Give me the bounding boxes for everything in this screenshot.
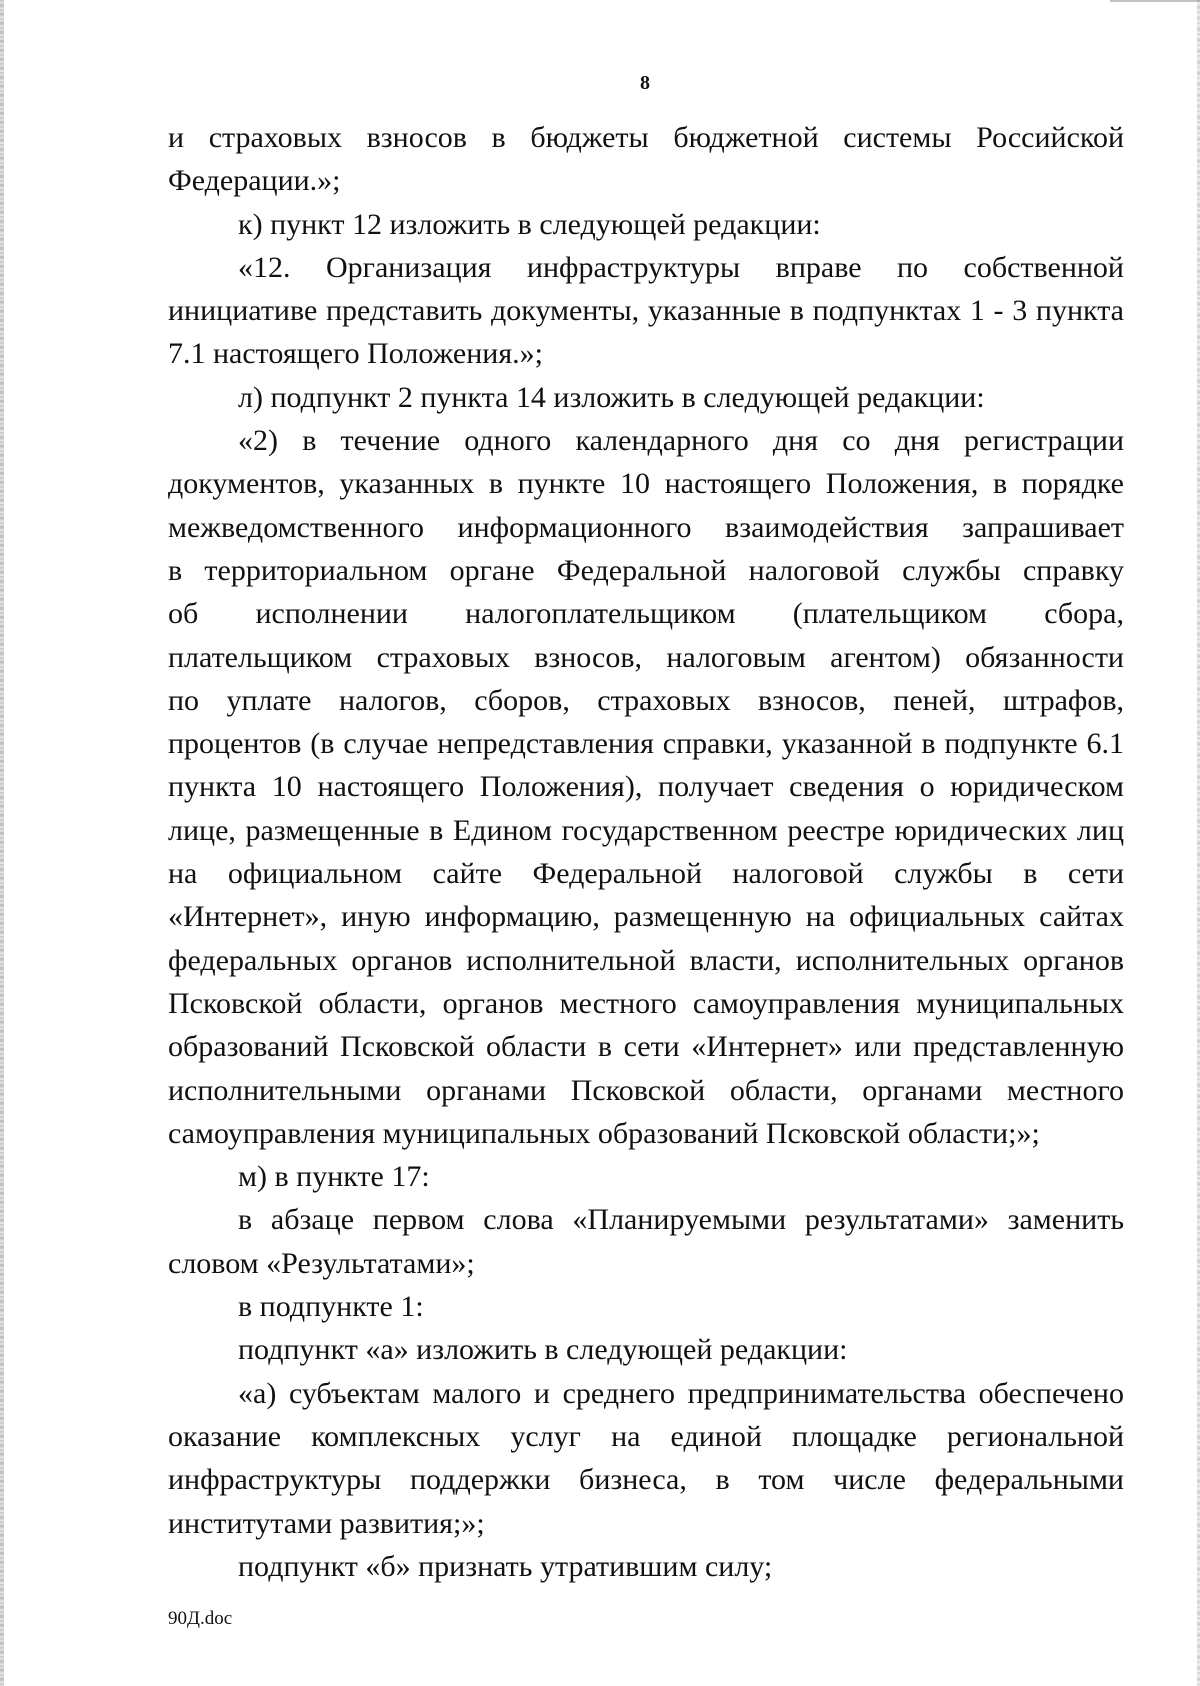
text-line: 7.1 настоящего Положения.»; [168, 337, 543, 371]
text-line: плательщиком страховых взносов, налоговым агентом) обязанности [168, 640, 1124, 674]
text-line: об исполнении налогоплательщиком (плательщиком сбора, [168, 597, 1124, 631]
text-line: в подпункте 1: [238, 1290, 424, 1324]
text-line: процентов (в случае непредставления справки, указанной в подпункте 6.1 [168, 727, 1124, 761]
text-line: самоуправления муниципальных образований Псковской области;»; [168, 1116, 1040, 1150]
text-line: межведомственного информационного взаимодействия запрашивает [168, 510, 1124, 544]
text-line: «12. Организация инфраструктуры вправе по собственной [238, 250, 1124, 284]
scan-corner-mark [1110, 0, 1200, 2]
footer-filename: 90Д.doc [168, 1608, 233, 1629]
page-number: 8 [640, 72, 650, 94]
text-line: к) пункт 12 изложить в следующей редакции: [238, 207, 821, 241]
text-line: институтами развития;»; [168, 1506, 485, 1540]
text-line: и страховых взносов в бюджеты бюджетной системы Российской [168, 121, 1124, 154]
text-line: инфраструктуры поддержки бизнеса, в том числе федеральными [168, 1463, 1124, 1497]
text-line: на официальном сайте Федеральной налоговой службы в сети [168, 857, 1124, 891]
text-line: м) в пункте 17: [238, 1160, 430, 1194]
text-line: документов, указанных в пункте 10 настоящего Положения, в порядке [168, 467, 1124, 501]
text-line: пункта 10 настоящего Положения), получает сведения о юридическом [168, 770, 1124, 804]
text-line: «2) в течение одного календарного дня со дня регистрации [238, 424, 1124, 458]
text-line: Псковской области, органов местного самоуправления муниципальных [168, 986, 1124, 1020]
text-line: подпункт «а» изложить в следующей редакции: [238, 1333, 848, 1367]
text-line: «Интернет», иную информацию, размещенную на официальных сайтах [168, 900, 1124, 934]
text-line: л) подпункт 2 пункта 14 изложить в следующей редакции: [238, 380, 985, 414]
text-line: инициативе представить документы, указанные в подпунктах 1 - 3 пункта [168, 294, 1124, 328]
document-body [168, 116, 1124, 1588]
text-line: федеральных органов исполнительной власти, исполнительных органов [168, 943, 1124, 977]
text-line: Федерации.»; [168, 164, 341, 198]
text-line: «а) субъектам малого и среднего предпринимательства обеспечено [238, 1376, 1124, 1410]
text-line: по уплате налогов, сборов, страховых взносов, пеней, штрафов, [168, 683, 1124, 717]
text-line: в абзаце первом слова «Планируемыми результатами» заменить [238, 1203, 1124, 1237]
scan-edge-left [0, 0, 4, 1686]
text-line: подпункт «б» признать утратившим силу; [238, 1549, 773, 1583]
text-line: оказание комплексных услуг на единой площадке региональной [168, 1419, 1124, 1453]
text-line: исполнительными органами Псковской области, органами местного [168, 1073, 1124, 1107]
text-line: лице, размещенные в Едином государственном реестре юридических лиц [168, 813, 1124, 847]
text-line: в территориальном органе Федеральной налоговой службы справку [168, 553, 1124, 587]
text-line: образований Псковской области в сети «Интернет» или представленную [168, 1030, 1124, 1064]
text-line: словом «Результатами»; [168, 1246, 475, 1280]
